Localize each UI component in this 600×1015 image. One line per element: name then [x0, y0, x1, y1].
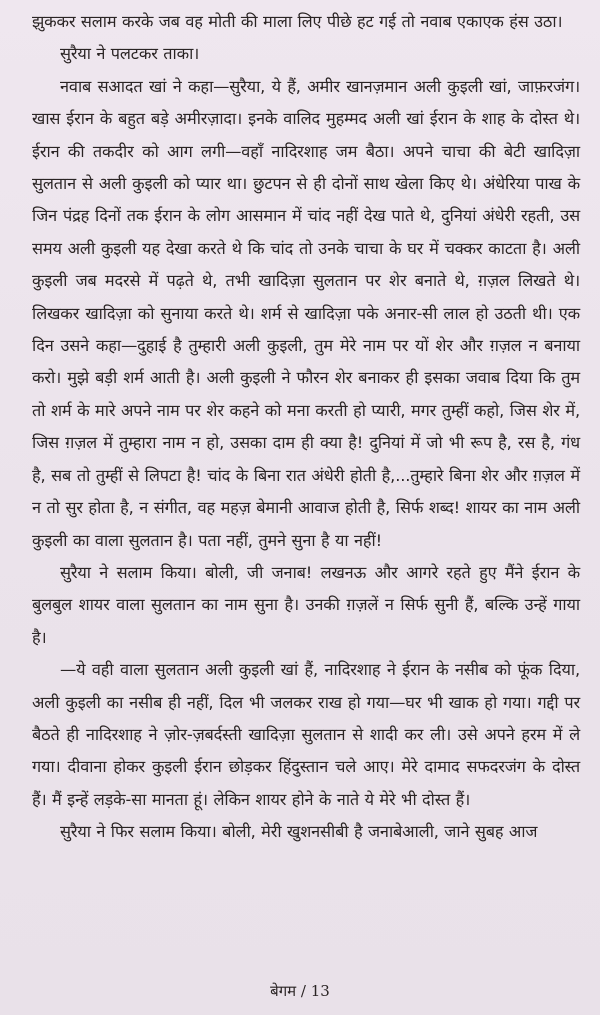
- body-text: [32, 6, 580, 849]
- paragraph-3: नवाब सआदत खां ने कहा—सुरैया, ये हैं, अमीर खानज़मान अली कुइली खां, जाफ़रजंग। खास ईरान के बहुत बड़े अमीरज़ादा। इनके वालिद मुहम्मद अली खां ईरान के शाह के दोस्त थे। ईरान की तकदीर को आग लगी—वहाँ नादिरशाह जम बैठा। अपने चाचा की बेटी खादिज़ा सुलतान से अली कुइली को प्यार था। छुटपन से ही दोनों साथ खेला किए थे। अंधेरिया पाख के जिन पंद्रह दिनों तक ईरान के लोग आसमान में चांद नहीं देख पाते थे, दुनियां अंधेरी रहती, उस समय अली कुइली यह देखा करते थे कि चांद तो उनके चाचा के घर में चक्कर काटता है। अली कुइली जब मदरसे में पढ़ते थे, तभी खादिज़ा सुलतान पर शेर बनाते थे, ग़ज़ल लिखते थे। लिखकर खादिज़ा को सुनाया करते थे। शर्म से खादिज़ा पके अनार-सी लाल हो उठती थी। एक दिन उसने कहा—दुहाई है तुम्हारी अली कुइली, तुम मेरे नाम पर यों शेर और ग़ज़ल न बनाया करो। मुझे बड़ी शर्म आती है। अली कुइली ने फौरन शेर बनाकर ही इसका जवाब दिया कि तुम तो शर्म के मारे अपने नाम पर शेर कहने को मना करती हो प्यारी, मगर तुम्हीं कहो, जिस शेर में, जिस ग़ज़ल में तुम्हारा नाम न हो, उसका दाम ही क्या है! दुनियां में जो भी रूप है, रस है, गंध है, सब तो तुम्हीं से लिपटा है! चांद के बिना रात अंधेरी होती है,...तुम्हारे बिना शेर और ग़ज़ल में न तो सुर होता है, न संगीत, वह महज़ बेमानी आवाज होती है, सिर्फ शब्द! शायर का नाम अली कुइली का वाला सुलतान है। पता नहीं, तुमने सुना है या नहीं!: [32, 76, 580, 550]
- paragraph-4: सुरैया ने सलाम किया। बोली, जी जनाब! लखनऊ और आगरे रहते हुए मैंने ईरान के बुलबुल शायर वाला सुलतान का नाम सुना है। उनकी ग़ज़लें न सिर्फ सुनी हैं, बल्कि उन्हें गाया है।: [32, 562, 580, 647]
- paragraph-2: सुरैया ने पलटकर ताका।: [60, 44, 200, 64]
- paragraph-6: सुरैया ने फिर सलाम किया। बोली, मेरी खुशनसीबी है जनाबेआली, जाने सुबह आज: [60, 822, 538, 842]
- paragraph-1: झुककर सलाम करके जब वह मोती की माला लिए पीछे हट गई तो नवाब एकाएक हंस उठा।: [32, 12, 563, 31]
- page-footer: बेगम / 13: [270, 982, 330, 1000]
- paragraph-5: —ये वही वाला सुलतान अली कुइली खां हैं, नादिरशाह ने ईरान के नसीब को फूंक दिया, अली कुइली का नसीब ही नहीं, दिल भी जलकर राख हो गया—घर भी खाक हो गया। गद्दी पर बैठते ही नादिरशाह ने ज़ोर-ज़बर्दस्ती खादिज़ा सुलतान से शादी कर ली। उसे अपने हरम में ले गया। दीवाना होकर कुइली ईरान छोड़कर हिंदुस्तान चले आए। मेरे दामाद सफदरजंग के दोस्त हैं। मैं इन्हें लड़के-सा मानता हूं। लेकिन शायर होने के नाते ये मेरे भी दोस्त हैं।: [32, 660, 580, 809]
